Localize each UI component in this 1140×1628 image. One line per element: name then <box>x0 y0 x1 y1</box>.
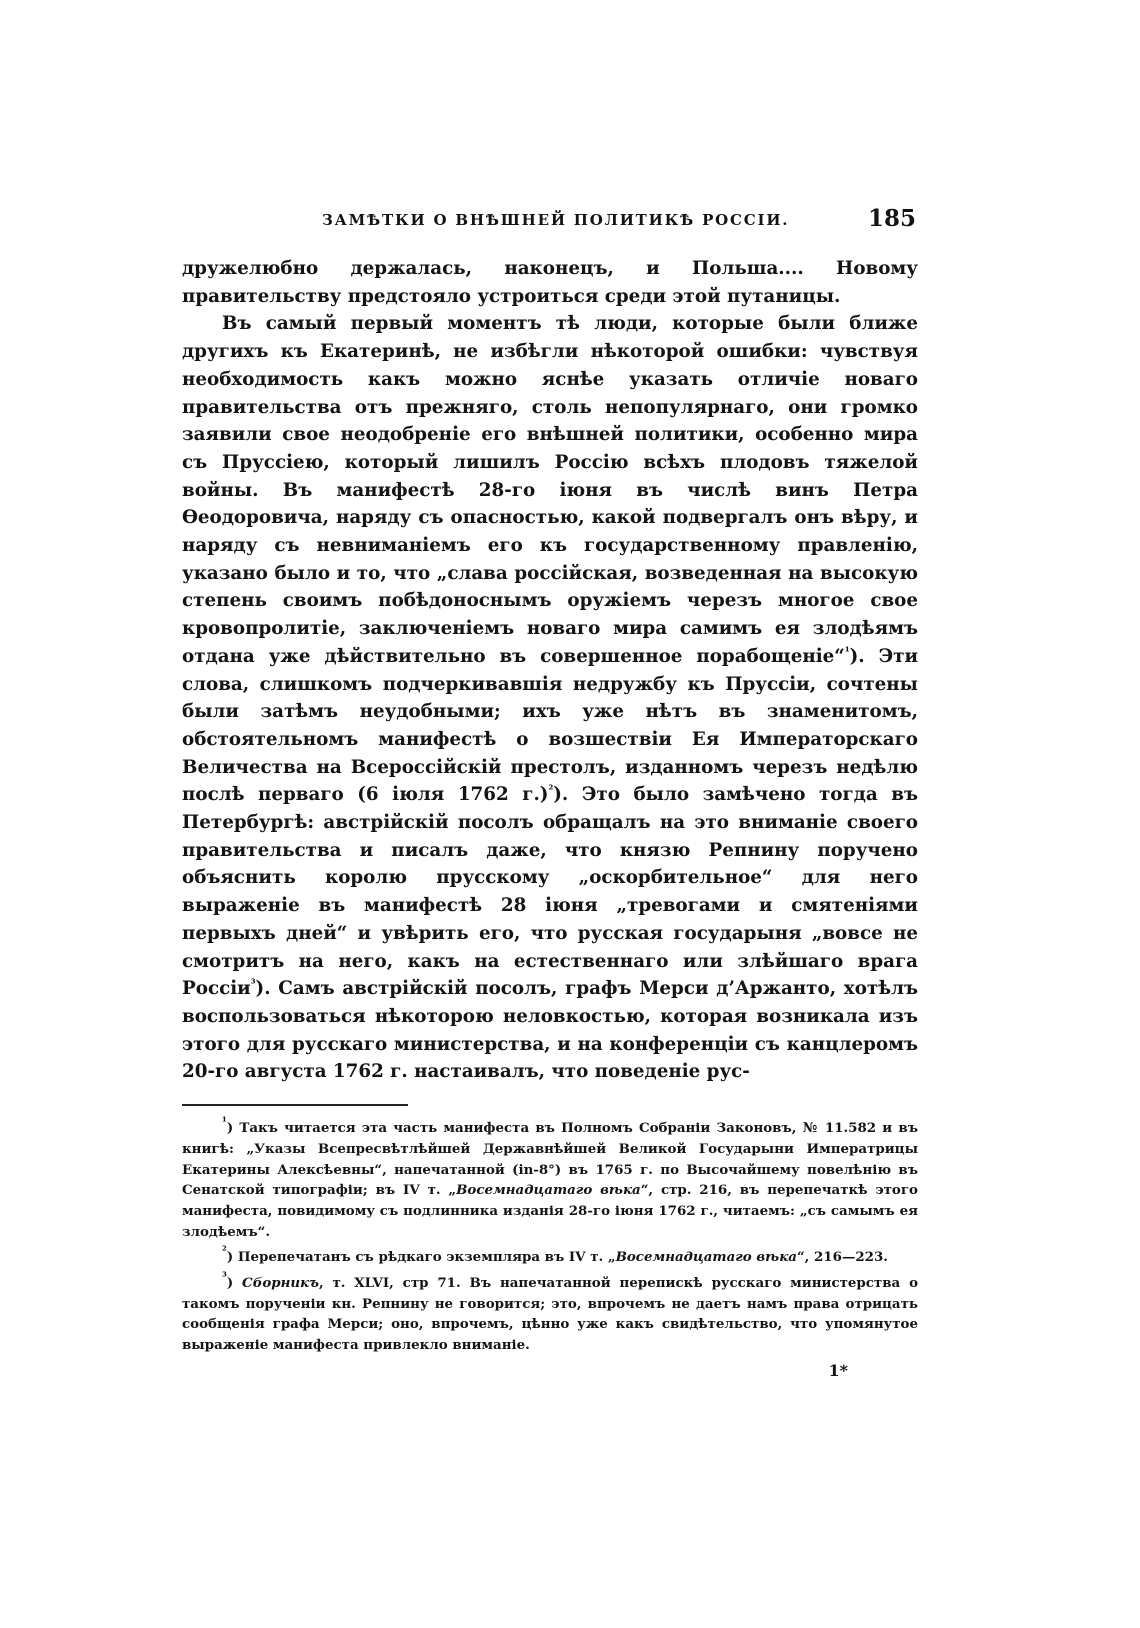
paragraph-2-part-a: Въ самый первый моментъ тѣ люди, которые были ближе другихъ къ Екатеринѣ, не избѣгли нѣкоторой ошибки: чувствуя необходимость какъ можно яснѣе указать отличіе новаго правительства отъ прежняго, столь непопулярнаго, они громко заявили свое неодобреніе его внѣшней политики, особенно мира съ Пруссіею, который лишилъ Россію всѣхъ плодовъ тяжелой войны. Въ манифестѣ 28-го іюня въ числѣ винъ Петра Ѳеодоровича, наряду съ опасностью, какой подвергалъ онъ вѣру, и наряду съ невниманіемъ его къ государственному правленію, указано было и то, что „слава россійская, возведенная на высокую степень своимъ побѣдоноснымъ оружіемъ черезъ многое свое кровопролитіе, заключеніемъ новаго мира самимъ ея злодѣямъ отдана уже дѣйствительно въ совершенное порабощеніе“ <box>182 313 918 667</box>
footnote-divider <box>182 1104 408 1106</box>
footnote-1-marker: ¹ <box>222 1115 227 1129</box>
footnote-3-italic: Сборникъ <box>242 1275 319 1292</box>
paragraph-1: дружелюбно держалась, наконецъ, и Польша.... Новому правительству предстояло устроиться среди этой путаницы. <box>182 258 918 307</box>
footnote-3-text-a: ) <box>226 1275 243 1292</box>
signature-mark: 1* <box>828 1360 848 1380</box>
main-text <box>182 255 918 1086</box>
footnote-3-text-b: , т. XLVI, стр 71. Въ напечатанной перепискѣ русскаго министерства о такомъ порученіи кн. Репнину не говорится; это, впрочемъ не даетъ намъ права отрицать сообщенія графа Мерси; оно, впрочемъ, цѣнно уже какъ свидѣтельство, что упомянутое выраженіе манифеста привлекло вниманіе. <box>182 1275 919 1354</box>
footnote-2 <box>182 1244 918 1268</box>
footnote-ref-3: ³ <box>250 977 256 991</box>
footnote-2-italic: Восемнадцатаго вѣка <box>615 1249 797 1266</box>
paragraph-2-part-b: ). Эти слова, слишкомъ подчеркивавшія недружбу къ Пруссіи, сочтены были затѣмъ неудобными; ихъ уже нѣтъ въ знаменитомъ, обстоятельномъ манифестѣ о возшествіи Ея Императорскаго Величества на Всероссійскій престолъ, изданномъ черезъ недѣлю послѣ перваго (6 іюля 1762 г.) <box>182 645 918 806</box>
footnote-2-text-a: ) Перепечатанъ съ рѣдкаго экземпляра въ IV т. „ <box>226 1249 616 1266</box>
page-header <box>182 205 918 241</box>
paragraph-2 <box>182 310 918 1086</box>
footnote-2-text-b: “, 216—223. <box>796 1249 888 1266</box>
running-head: ЗАМѢТКИ О ВНѢШНЕЙ ПОЛИТИКѢ РОССІИ. <box>322 211 790 229</box>
footnote-1-text-b: “, стр. 216, въ перепечаткѣ этого манифеста, повидимому съ подлинника изданія 28-го іюня 1762 г., читаемъ: „съ самымъ ея злодѣемъ“. <box>182 1182 918 1240</box>
book-page <box>182 205 918 1380</box>
page-number: 185 <box>867 205 916 232</box>
footnotes <box>182 1115 919 1356</box>
paragraph-2-part-c: ). Это было замѣчено тогда въ Петербургѣ: австрійскій посолъ обращалъ на это вниманіе своего правительства и писалъ даже, что князю Репнину поручено объяснить королю прусскому „оскорбительное“ для него выраженіе въ манифестѣ 28 іюня „тревогами и смятеніями первыхъ дней“ и увѣрить его, что русская государыня „вовсе не смотритъ на него, какъ на естественнаго или злѣйшаго врага Россіи <box>182 784 918 1000</box>
footnote-2-marker: ² <box>222 1244 227 1258</box>
footnote-3 <box>182 1270 919 1356</box>
paragraph-2-part-d: ). Самъ австрійскій посолъ, графъ Мерси д’Аржанто, хотѣлъ воспользоваться нѣкоторою неловкостью, которая возникала изъ этого для русскаго министерства, и на конференціи съ канцлеромъ 20-го августа 1762 г. настаивалъ, что поведеніе рус- <box>182 978 918 1083</box>
footnote-ref-2: ² <box>548 783 554 797</box>
footnote-1 <box>182 1115 918 1242</box>
footnote-ref-1: ¹ <box>844 644 850 658</box>
footnote-1-text-a: ) Такъ читается эта часть манифеста въ Полномъ Собраніи Законовъ, № 11.582 и въ книгѣ: „Указы Всепресвѣтлѣйшей Державнѣйшей Великой Государыни Императрицы Екатерины Алексѣевны“, напечатанной (in-8°) въ 1765 г. по Высочайшему повелѣнію въ Сенатской типографіи; въ IV т. „ <box>182 1120 918 1199</box>
footnote-1-italic: Восемнадцатаго вѣка <box>456 1182 641 1199</box>
footnote-3-marker: ³ <box>222 1270 227 1284</box>
